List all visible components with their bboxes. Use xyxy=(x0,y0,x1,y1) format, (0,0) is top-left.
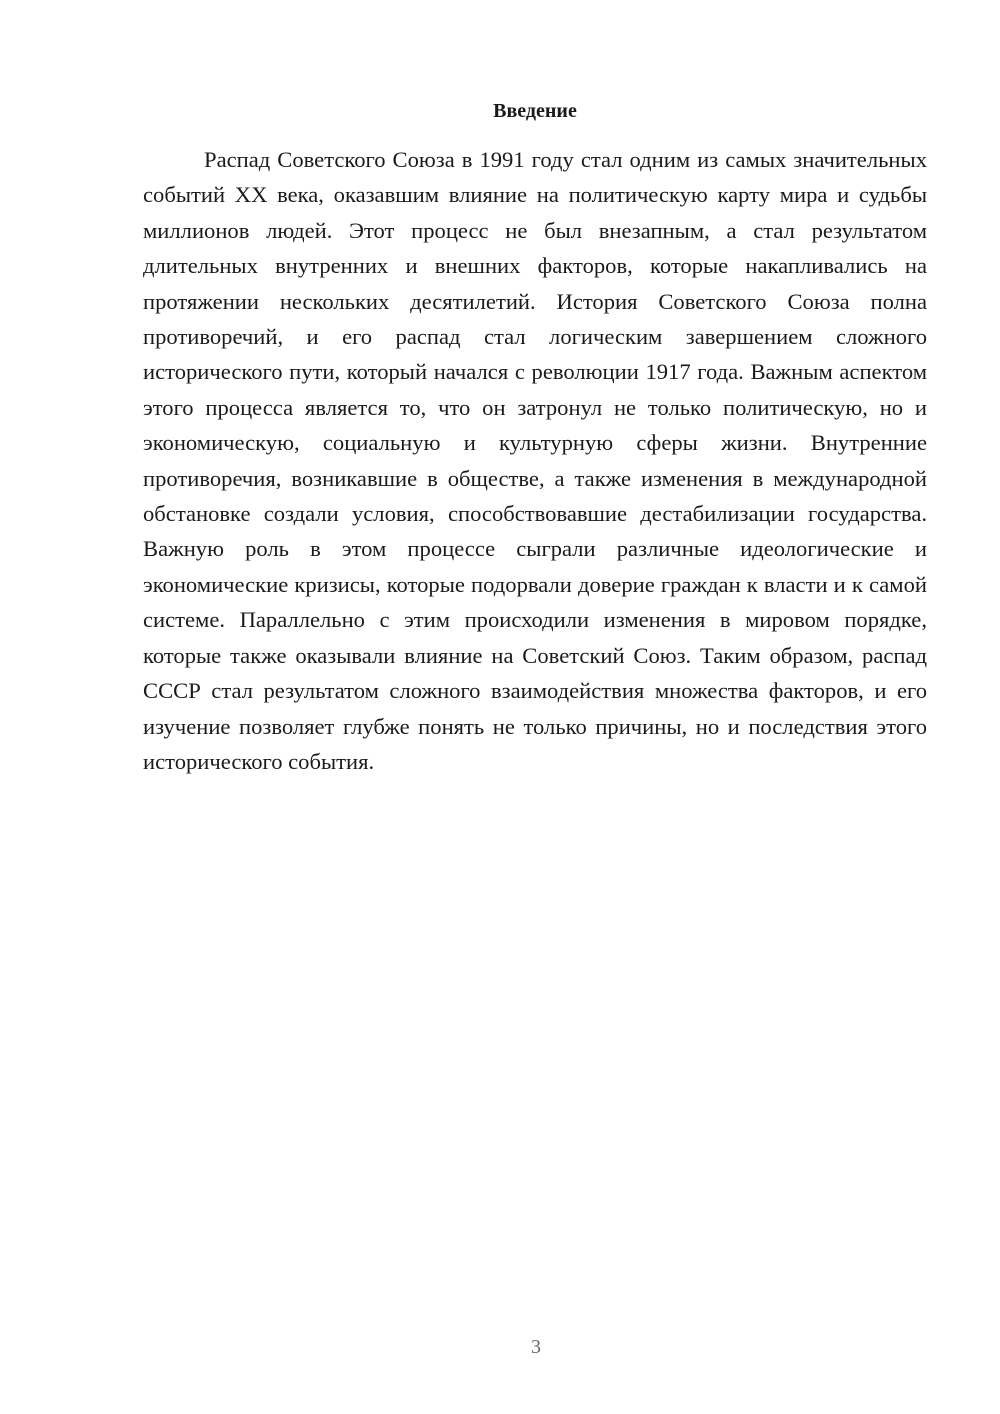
body-paragraph: Распад Советского Союза в 1991 году стал одним из самых значительных событий XX века, оказавшим влияние на политическую карту мира и судьбы миллионов людей. Этот процесс не был внезапным, а стал результатом длительных внутренних и внешних факторов, которые накапливались на протяжении нескольких десятилетий. История Советского Союза полна противоречий, и его распад стал логическим завершением сложного исторического пути, который начался с революции 1917 года. Важным аспектом этого процесса является то, что он затронул не только политическую, но и экономическую, социальную и культурную сферы жизни. Внутренние противоречия, возникавшие в обществе, а также изменения в международной обстановке создали условия, способствовавшие дестабилизации государства. Важную роль в этом процессе сыграли различные идеологические и экономические кризисы, которые подорвали доверие граждан к власти и к самой системе. Параллельно с этим происходили изменения в мировом порядке, которые также оказывали влияние на Советский Союз. Таким образом, распад СССР стал результатом сложного взаимодействия множества факторов, и его изучение позволяет глубже понять не только причины, но и последствия этого исторического события. xyxy=(143,147,927,774)
section-heading: Введение xyxy=(493,100,577,122)
page-number: 3 xyxy=(531,1336,541,1358)
